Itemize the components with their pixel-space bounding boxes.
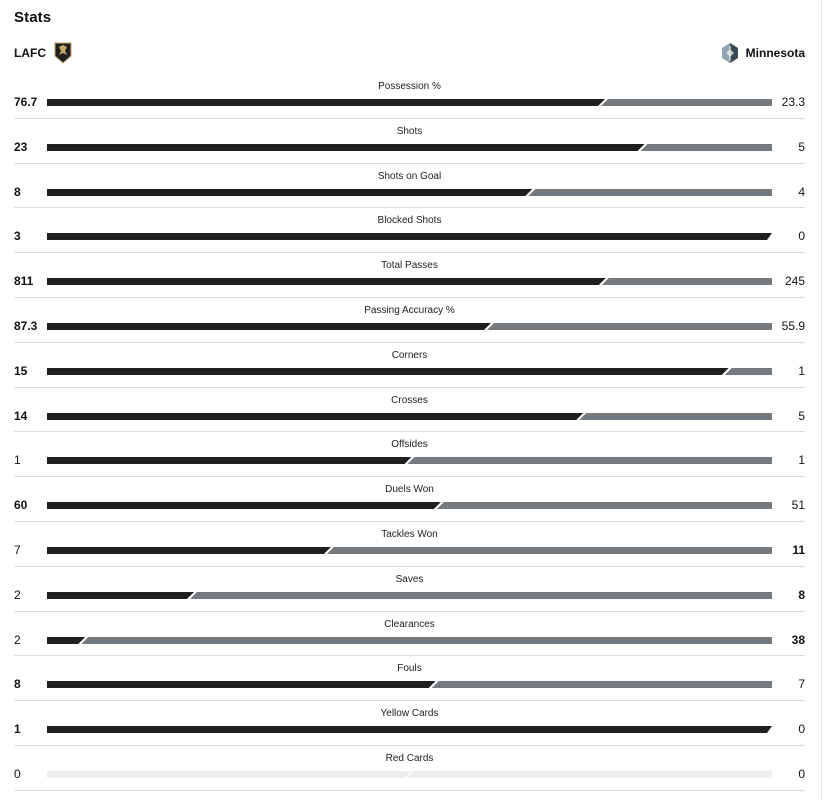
away-stat-value: 4 xyxy=(798,184,805,199)
away-bar-segment xyxy=(407,771,772,778)
home-bar-segment xyxy=(47,771,412,778)
home-stat-value: 60 xyxy=(14,498,28,513)
away-bar-segment xyxy=(190,592,772,599)
stat-comparison-bar xyxy=(47,144,772,151)
stat-label: Possession % xyxy=(378,81,441,92)
stat-comparison-bar xyxy=(47,368,772,375)
stat-label: Red Cards xyxy=(385,752,434,764)
home-stat-value: 0 xyxy=(14,766,21,781)
home-stat-value: 8 xyxy=(14,184,21,199)
home-bar-segment xyxy=(47,368,729,375)
stat-label: Corners xyxy=(391,349,428,361)
home-stat-value: 811 xyxy=(14,274,34,289)
stat-row xyxy=(14,477,805,522)
away-bar-segment xyxy=(432,681,772,688)
stat-comparison-bar xyxy=(47,457,772,464)
home-bar-segment xyxy=(47,457,412,464)
stat-row xyxy=(14,253,805,298)
home-bar-segment xyxy=(47,502,441,509)
away-team xyxy=(721,42,805,64)
stat-comparison-bar xyxy=(47,592,772,599)
stat-comparison-bar xyxy=(47,323,772,330)
home-stat-value: 1 xyxy=(14,453,21,468)
home-bar-segment xyxy=(47,413,583,420)
stat-label: Blocked Shots xyxy=(377,215,442,227)
away-stat-value: 51 xyxy=(791,498,805,513)
home-stat-value: 8 xyxy=(14,677,21,692)
away-stat-value: 1 xyxy=(798,363,805,378)
away-bar-segment xyxy=(408,457,773,464)
home-stat-value: 14 xyxy=(14,408,28,423)
home-stat-value: 76.7 xyxy=(14,95,38,109)
stat-row xyxy=(14,119,805,164)
stat-label: Yellow Cards xyxy=(380,708,439,720)
away-bar-segment xyxy=(725,368,772,375)
stat-comparison-bar xyxy=(47,99,772,106)
away-stat-value: 8 xyxy=(798,587,805,602)
stat-label: Shots on Goal xyxy=(377,170,442,182)
home-stat-value: 87.3 xyxy=(14,318,38,333)
home-bar-segment xyxy=(47,233,772,240)
away-stat-value: 5 xyxy=(798,408,805,423)
stat-row xyxy=(14,701,805,746)
stat-row xyxy=(14,208,805,253)
teams-header xyxy=(14,42,805,64)
home-bar-segment xyxy=(47,278,606,285)
home-bar-segment xyxy=(47,592,194,599)
stat-row xyxy=(14,746,805,791)
home-stat-value: 2 xyxy=(14,587,21,602)
stat-row xyxy=(14,612,805,657)
stats-list xyxy=(14,74,805,791)
home-bar-segment xyxy=(47,323,491,330)
stat-label: Tackles Won xyxy=(381,528,438,540)
home-team-name: LAFC xyxy=(14,46,46,60)
stat-comparison-bar xyxy=(47,681,772,688)
away-stat-value: 1 xyxy=(798,453,805,468)
stat-label: Crosses xyxy=(391,394,428,406)
home-stat-value: 2 xyxy=(14,632,21,647)
stat-label: Passing Accuracy % xyxy=(364,304,455,316)
home-bar-segment xyxy=(47,99,605,106)
away-stat-value: 11 xyxy=(792,542,805,557)
home-bar-segment xyxy=(47,681,436,688)
home-bar-segment xyxy=(47,189,532,196)
home-stat-value: 15 xyxy=(14,363,28,378)
away-bar-segment xyxy=(487,323,772,330)
stat-comparison-bar xyxy=(47,726,772,733)
away-bar-segment xyxy=(81,637,772,644)
home-stat-value: 23 xyxy=(14,139,28,154)
away-stat-value: 0 xyxy=(798,722,805,737)
stat-row xyxy=(14,522,805,567)
minnesota-crest-icon xyxy=(721,42,739,64)
stat-label: Fouls xyxy=(397,663,422,675)
stat-comparison-bar xyxy=(47,233,772,240)
stat-comparison-bar xyxy=(47,413,772,420)
away-stat-value: 5 xyxy=(798,139,805,154)
home-bar-segment xyxy=(47,547,331,554)
away-bar-segment xyxy=(602,278,772,285)
stat-row xyxy=(14,656,805,701)
away-stat-value: 7 xyxy=(798,677,805,692)
stat-row xyxy=(14,432,805,477)
stat-row xyxy=(14,298,805,343)
away-bar-segment xyxy=(437,502,772,509)
stat-label: Offsides xyxy=(391,439,428,451)
stat-comparison-bar xyxy=(47,189,772,196)
away-stat-value: 38 xyxy=(791,632,805,647)
home-stat-value: 7 xyxy=(14,542,21,557)
away-stat-value: 0 xyxy=(798,229,805,244)
home-bar-segment xyxy=(47,144,645,151)
stat-label: Saves xyxy=(395,573,424,585)
away-team-name: Minnesota xyxy=(745,46,805,60)
lafc-crest-icon xyxy=(54,42,72,64)
stat-row xyxy=(14,343,805,388)
stat-row xyxy=(14,567,805,612)
away-bar-segment xyxy=(641,144,772,151)
stat-label: Total Passes xyxy=(381,260,438,272)
home-bar-segment xyxy=(47,637,85,644)
away-stat-value: 0 xyxy=(798,766,805,781)
away-bar-segment xyxy=(327,547,772,554)
away-stat-value: 245 xyxy=(784,274,805,289)
stat-comparison-bar xyxy=(47,771,772,778)
home-bar-segment xyxy=(47,726,772,733)
home-stat-value: 3 xyxy=(14,229,21,244)
stat-label: Duels Won xyxy=(385,484,434,496)
away-bar-segment xyxy=(579,413,772,420)
stat-comparison-bar xyxy=(47,502,772,509)
stat-label: Shots xyxy=(396,125,423,137)
away-stat-value: 23.3 xyxy=(781,95,805,109)
stat-comparison-bar xyxy=(47,547,772,554)
home-team xyxy=(14,42,72,64)
stat-row xyxy=(14,388,805,433)
stat-comparison-bar xyxy=(47,637,772,644)
away-bar-segment xyxy=(528,189,772,196)
stat-comparison-bar xyxy=(47,278,772,285)
stat-row xyxy=(14,74,805,119)
stat-row xyxy=(14,164,805,209)
home-stat-value: 1 xyxy=(14,722,21,737)
away-stat-value: 55.9 xyxy=(781,318,805,333)
stat-label: Clearances xyxy=(384,618,435,630)
stats-title: Stats xyxy=(14,9,52,26)
away-bar-segment xyxy=(601,99,772,106)
